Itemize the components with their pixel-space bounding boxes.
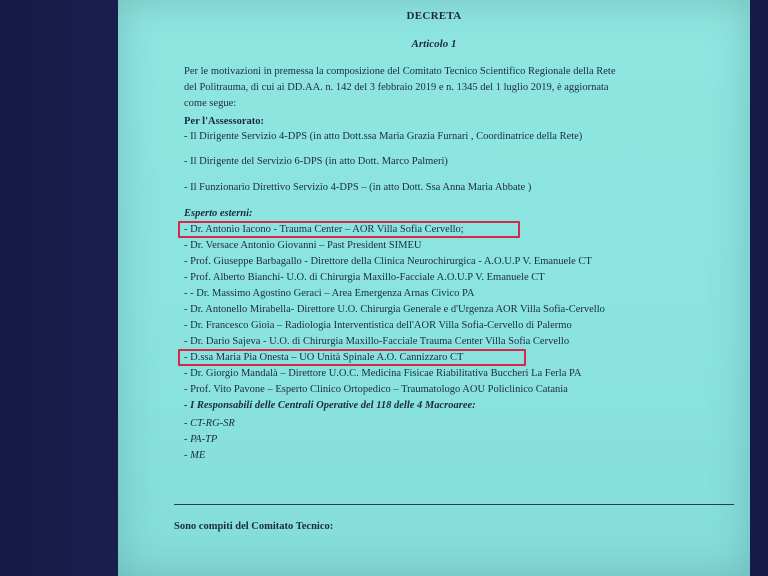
esperto-item: - Dr. Antonio Iacono - Trauma Center – AOR Villa Sofia Cervello; [184, 224, 464, 235]
macroarea-item: - CT-RG-SR [184, 418, 235, 429]
intro-line: del Politrauma, di cui ai DD.AA. n. 142 del 3 febbraio 2019 e n. 1345 del 1 luglio 2019, è aggiornata [184, 82, 609, 93]
esperto-item: - - Dr. Massimo Agostino Geraci – Area Emergenza Arnas Civico PA [184, 288, 475, 299]
footer-text: Sono compiti del Comitato Tecnico: [174, 521, 334, 532]
highlight-box-iacono [178, 221, 520, 238]
esperto-item: - Dr. Versace Antonio Giovanni – Past President SIMEU [184, 240, 422, 251]
highlight-box-onesta [178, 349, 526, 366]
esperto-item: - Prof. Vito Pavone – Esperto Clinico Ortopedico – Traumatologo AOU Policlinico Catania [184, 384, 568, 395]
macroarea-item: - PA-TP [184, 434, 218, 445]
macroarea-item: - ME [184, 450, 206, 461]
esperto-item: - Dr. Francesco Gioia – Radiologia Interventistica dell'AOR Villa Sofia-Cervello di Palermo [184, 320, 572, 331]
intro-line: Per le motivazioni in premessa la composizione del Comitato Tecnico Scientifico Regionale della Rete [184, 66, 616, 77]
esperti-heading: Esperto esterni: [184, 208, 253, 219]
decree-document [118, 0, 750, 576]
esperto-item: - D.ssa Maria Pia Onesta – UO Unità Spinale A.O. Cannizzaro CT [184, 352, 464, 363]
assessorato-item: - Il Dirigente Servizio 4-DPS (in atto Dott.ssa Maria Grazia Furnari , Coordinatrice della Rete) [184, 131, 583, 142]
esperto-item: - Dr. Antonello Mirabella- Direttore U.O. Chirurgia Generale e d'Urgenza AOR Villa Sofia-Cervello [184, 304, 605, 315]
esperto-item: - Prof. Alberto Bianchi- U.O. di Chirurgia Maxillo-Facciale A.O.U.P V. Emanuele CT [184, 272, 545, 283]
responsabili-heading: - I Responsabili delle Centrali Operative del 118 delle 4 Macroaree: [184, 400, 476, 411]
projected-slide [118, 0, 750, 576]
document-title: DECRETA [406, 10, 462, 22]
assessorato-item: - Il Funzionario Direttivo Servizio 4-DPS – (in atto Dott. Ssa Anna Maria Abbate ) [184, 182, 532, 193]
article-heading: Articolo 1 [411, 38, 457, 50]
intro-paragraph [184, 64, 724, 112]
assessorato-heading: Per l'Assessorato: [184, 116, 264, 127]
esperto-item: - Dr. Giorgio Mandalà – Direttore U.O.C. Medicina Fisicae Riabilitativa Buccheri La Ferla PA [184, 368, 582, 379]
esperto-item: - Prof. Giuseppe Barbagallo - Direttore della Clinica Neurochirurgica - A.O.U.P V. Emanuele CT [184, 256, 592, 267]
assessorato-item: - Il Dirigente del Servizio 6-DPS (in atto Dott. Marco Palmeri) [184, 156, 448, 167]
esperto-item: - Dr. Dario Sajeva - U.O. di Chirurgia Maxillo-Facciale Trauma Center Villa Sofia Cervello [184, 336, 570, 347]
divider-line [174, 504, 734, 505]
intro-line: come segue: [184, 98, 237, 109]
